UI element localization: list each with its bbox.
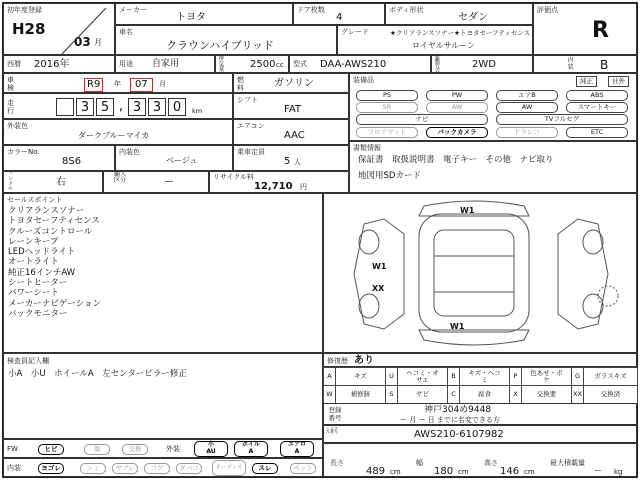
exterior-small-au: 小 AU: [194, 441, 228, 457]
repair-cell: [323, 353, 637, 367]
color-no-label: カラーNo.: [7, 148, 40, 156]
era-year: H28: [12, 20, 46, 38]
equipment-cell: [349, 73, 637, 141]
equipment-aftermarket: 社外: [608, 76, 629, 87]
interior-score-value: B: [600, 58, 609, 72]
recycle-value: 12,710: [254, 181, 293, 192]
documents-cell: [349, 141, 637, 193]
sales-point-item: 純正16インチAW: [8, 267, 76, 278]
odo-digit: 0: [168, 98, 186, 116]
interior-tobacco: タバコ: [176, 463, 202, 474]
fuel-value: ガソリン: [274, 78, 314, 89]
odo-digit: 3: [76, 98, 94, 116]
inspector-cell: [3, 353, 323, 439]
inspector-note: 小A 小U ホイールA 左センターピラー修正: [8, 369, 187, 379]
width-unit: cm: [458, 468, 469, 476]
legend-key: W: [324, 386, 336, 404]
sales-point-item: トヨタセーフティセンス: [8, 216, 100, 227]
doors-label: ドア枚数: [297, 6, 325, 14]
legend-value: 腐食: [460, 386, 510, 404]
import-cell: [103, 171, 209, 193]
registration-deadline: ー 月 ー 日 までに名変できる方: [400, 416, 500, 424]
shift-value: FAT: [284, 104, 302, 115]
inspection-month: 07: [130, 78, 153, 92]
interior-color-cell: [115, 145, 233, 171]
equip-navi: ナビ: [356, 114, 488, 125]
registration-number: 神戸304め9448: [424, 405, 492, 415]
slash-divider: [4, 4, 116, 56]
year-cell: [3, 55, 115, 73]
sales-point-item: LEDヘッドライト: [8, 247, 76, 258]
exterior-aero-a: エアロ A: [280, 441, 314, 457]
score-label: 評価点: [537, 6, 558, 14]
color-label: 外装色: [7, 122, 28, 130]
height-unit: cm: [524, 468, 535, 476]
year-label: 西暦: [7, 60, 21, 68]
odometer-unit: km: [192, 107, 203, 115]
equip-sr: SR: [356, 102, 418, 113]
equip-aw: AW: [496, 102, 558, 113]
length-value: 489: [366, 466, 386, 477]
grade-cell: [337, 25, 533, 55]
model-value: DAA-AWS210: [320, 59, 387, 70]
aircon-value: AAC: [284, 130, 305, 141]
color-value: ダークブルーマイカ: [78, 131, 150, 140]
interior-burn: コゲ: [144, 463, 170, 474]
handle-cell: [3, 171, 103, 193]
doors-value: 4: [336, 12, 343, 23]
import-value: ー: [164, 177, 174, 188]
reg-month-unit: 月: [94, 38, 102, 47]
interior-row: [3, 458, 323, 477]
documents-line1: 保証書 取扱説明書 電子キー その他 ナビ取り: [358, 155, 554, 165]
inspection-cell: [3, 73, 233, 93]
car-name-label: 車名: [119, 28, 133, 36]
legend-value: サビ: [398, 386, 448, 404]
interior-dirt: ヨゴレ: [38, 463, 64, 474]
legend-key: U: [386, 368, 398, 386]
interior-color-label: 内装色: [119, 148, 140, 156]
doors-cell: [293, 3, 385, 25]
handle-value: 右: [56, 177, 66, 188]
capacity-unit: 人: [294, 158, 301, 166]
sales-point-item: メーカーナビゲーション: [8, 298, 101, 309]
score-value: R: [592, 18, 609, 43]
capacity-label: 乗車定員: [237, 148, 265, 156]
equip-aw-genuine: AW: [426, 102, 488, 113]
auction-sheet: [2, 2, 638, 478]
drive-label: 駆動方式: [434, 56, 440, 74]
damage-mark-rear: W1: [450, 322, 465, 331]
equip-etc: ETC: [566, 127, 628, 138]
documents-label: 書類情報: [353, 144, 381, 152]
legend-value: 補修跡: [336, 386, 386, 404]
height-label: 高さ: [484, 459, 498, 467]
model-cell: [289, 55, 431, 73]
disp-cell: [215, 55, 289, 73]
legend-key: X: [510, 386, 522, 404]
import-label: 輸入区分: [113, 171, 126, 184]
equip-pw: PW: [426, 90, 488, 101]
equip-back-camera: バックカメラ: [426, 127, 488, 138]
damage-mark-front: W1: [460, 206, 475, 215]
drive-value: 2WD: [472, 59, 496, 70]
legend-key: XX: [572, 386, 584, 404]
inspection-era: R9: [84, 78, 103, 92]
car-name-cell: [115, 25, 337, 55]
load-label: 最大積載量: [550, 459, 585, 467]
inspection-label: 車検: [7, 76, 14, 92]
interior-color-value: ベージュ: [166, 156, 198, 165]
recycle-label: リサイクル料: [213, 173, 255, 181]
sales-point-item: オートライト: [8, 257, 59, 268]
sales-point-item: レーンキープ: [8, 236, 59, 247]
legend-key: C: [448, 386, 460, 404]
drive-cell: [431, 55, 533, 73]
registration-cell: [323, 403, 637, 425]
aircon-label: エアコン: [237, 122, 265, 130]
handle-label: ハンドル: [7, 171, 13, 192]
chassis-label: シリアル番号: [326, 426, 338, 434]
fw-replace: 交換: [122, 444, 148, 455]
chassis-value: AWS210-6107982: [414, 429, 504, 440]
first-reg-cell: [3, 3, 115, 55]
width-label: 幅: [416, 459, 423, 467]
odo-digit: 3: [128, 98, 146, 116]
equip-tv: TVフルセグ: [496, 114, 628, 125]
sales-point-item: バックモニター: [8, 308, 68, 319]
interior-stain: シミ: [80, 463, 106, 474]
use-cell: [115, 55, 215, 73]
legend-value: キズ・ヘコ ミ: [460, 368, 510, 386]
body-cell: [385, 3, 533, 25]
legend-grid: [323, 367, 637, 403]
repair-value: あり: [354, 355, 374, 366]
inspection-year-unit: 年: [114, 80, 121, 88]
shift-cell: [233, 93, 349, 119]
interior-audio: オーディオ: [212, 460, 246, 476]
width-value: 180: [434, 466, 454, 477]
car-diagram-cell: [323, 193, 637, 353]
legend-key: B: [448, 368, 460, 386]
legend-value: 色あせ・ボ ケ: [522, 368, 572, 386]
fw-label: FW: [7, 445, 18, 453]
reg-month: 03: [74, 35, 91, 49]
equip-abs: ABS: [566, 90, 628, 101]
legend-key: A: [324, 368, 336, 386]
documents-line2: 地図用SDカード: [358, 171, 421, 181]
recycle-cell: [209, 171, 349, 193]
car-name-value: クラウンハイブリッド: [166, 39, 275, 52]
legend-value: キズ: [336, 368, 386, 386]
repair-label: 修復歴: [327, 357, 348, 365]
capacity-value: 5: [284, 156, 291, 167]
aircon-cell: [233, 119, 349, 145]
sales-point-item: シートヒーター: [8, 278, 68, 289]
maker-cell: [115, 3, 293, 25]
damage-mark-left: W1: [372, 262, 387, 271]
odometer-label: 走行: [7, 99, 14, 115]
exterior-wheel-a: ホイル A: [234, 441, 268, 457]
equipment-label: 装備品: [353, 76, 374, 84]
interior-score-cell: [533, 55, 637, 73]
disp-unit: cc: [276, 61, 284, 69]
legend-value: 交換済: [584, 386, 638, 404]
body-value: セダン: [458, 12, 489, 23]
interior-row-label: 内装: [7, 464, 21, 472]
registration-label: 登録 番号: [328, 406, 342, 422]
color-no-value: 8S6: [62, 156, 82, 167]
sales-point-item: クルーズコントロール: [8, 226, 93, 237]
height-value: 146: [500, 466, 520, 477]
legend-key: S: [386, 386, 398, 404]
shift-label: シフト: [237, 96, 258, 104]
equipment-genuine: 純正: [576, 76, 597, 87]
color-cell: [3, 119, 233, 145]
grade-line1: ★クリアランスソナー★トヨタセーフティセンス: [390, 29, 531, 37]
legend-value: ガラスキズ: [584, 368, 638, 386]
dimensions-cell: [323, 443, 637, 477]
fuel-cell: [233, 73, 349, 93]
sales-points-list: [8, 206, 101, 319]
sales-point-item: クリアランスソナー: [8, 206, 85, 216]
legend-key: G: [572, 368, 584, 386]
recycle-unit: 円: [300, 183, 307, 191]
disp-label: 排気量: [218, 56, 225, 73]
length-label: 長さ: [330, 459, 344, 467]
equip-smart-key: スマートキー: [566, 102, 628, 113]
legend-key: P: [510, 368, 522, 386]
legend-value: ヘコミ・オ サエ: [398, 368, 448, 386]
first-reg-label: 初年度登録: [7, 6, 42, 14]
body-label: ボディ形状: [389, 6, 424, 14]
use-value: 自家用: [152, 59, 180, 69]
odo-digit: 5: [96, 98, 114, 116]
sales-points-label: セールスポイント: [7, 196, 63, 204]
fuel-label: 燃料: [237, 76, 244, 92]
use-label: 用途: [119, 60, 133, 68]
sales-point-item: パワーシート: [8, 288, 59, 299]
fw-scratch: 傷: [84, 444, 110, 455]
load-value: ー: [594, 466, 602, 475]
equip-dashcam: ドラレコ: [496, 127, 558, 138]
interior-score-label: 内装: [567, 57, 574, 71]
length-unit: cm: [390, 468, 401, 476]
maker-label: メーカー: [119, 6, 147, 14]
interior-scuff: スレ: [252, 463, 278, 474]
damage-mark-left-pillar: XX: [372, 284, 385, 293]
odo-digit: [56, 98, 74, 116]
score-cell: [533, 3, 637, 55]
model-label: 型式: [293, 60, 307, 68]
grade-line2: ロイヤルサルーン: [412, 41, 476, 50]
fw-row: [3, 439, 323, 458]
maker-value: トヨタ: [176, 12, 206, 23]
odo-digit: 3: [148, 98, 166, 116]
chassis-cell: [323, 425, 637, 443]
equip-floor-mat: フロアマット: [356, 127, 418, 138]
disp-value: 2500: [250, 59, 276, 70]
inspection-month-unit: 月: [159, 80, 166, 88]
color-no-cell: [3, 145, 115, 171]
grade-label: グレード: [341, 28, 369, 36]
equip-ps: PS: [356, 90, 418, 101]
exterior-label: 外装: [166, 445, 180, 453]
odo-separator: ,: [118, 99, 124, 114]
legend-value: 交換要: [522, 386, 572, 404]
load-unit: kg: [614, 468, 623, 476]
year-value: 2016年: [34, 59, 70, 70]
capacity-cell: [233, 145, 349, 171]
interior-pet: ペット: [290, 463, 316, 474]
odometer-cell: [3, 93, 233, 119]
inspector-label: 検査員記入欄: [7, 357, 49, 365]
car-diagram: [324, 194, 638, 354]
equip-airbag: エアB: [496, 90, 558, 101]
fw-crack: ヒビ: [38, 444, 64, 455]
interior-tear: ヤブレ: [112, 463, 138, 474]
sales-points-cell: [3, 193, 323, 353]
